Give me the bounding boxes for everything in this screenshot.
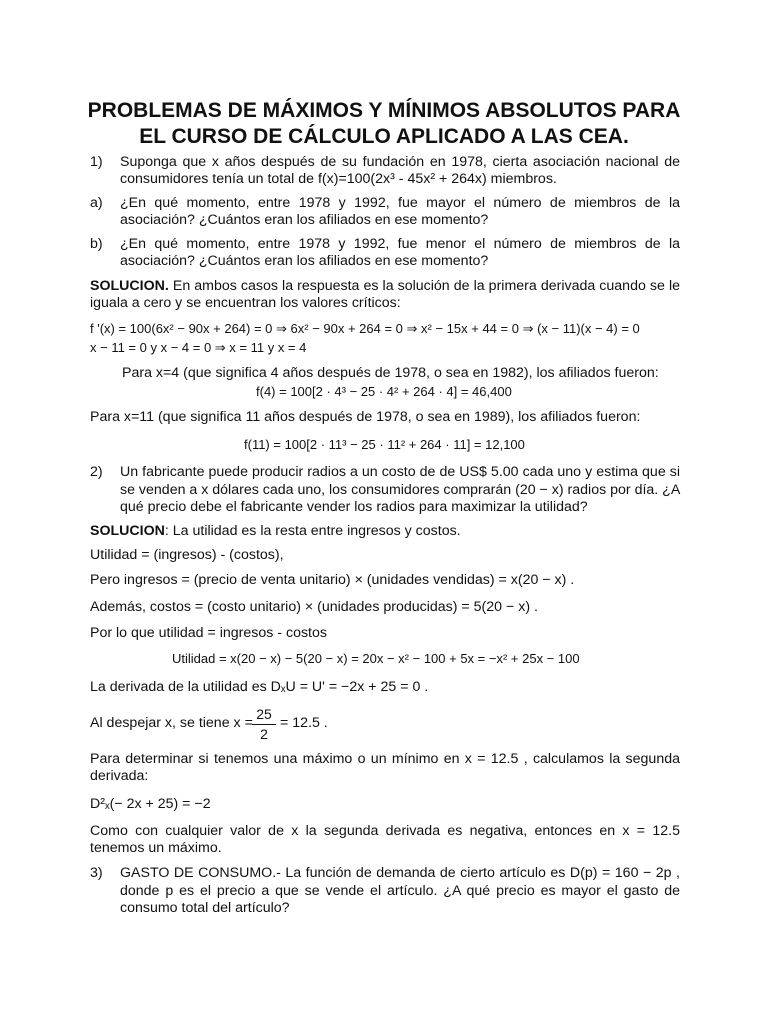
despejar-x-text: Al despejar x, se tiene x = [90, 715, 253, 731]
item-b-line-2: asociación? ¿Cuántos eran los afiliados en ese momento? [120, 253, 489, 269]
utilidad-relation: Por lo que utilidad = ingresos - costos [90, 625, 327, 641]
conclusion-line-1: Como con cualquier valor de x la segunda derivada es negativa, entonces en x = 12.5 [90, 823, 680, 839]
ingresos-definition: Pero ingresos = (precio de venta unitario) × (unidades vendidas) = x(20 − x) . [90, 572, 575, 588]
fraction-25-over-2 [252, 706, 276, 743]
para-determinar-line-1: Para determinar si tenemos una máximo o un mínimo en x = 12.5 , calculamos la segunda [90, 751, 680, 767]
equation-f4: f(4) = 100[2 · 4³ − 25 · 4² + 264 · 4] = 46,400 [256, 384, 512, 399]
item-a-line-2: asociación? ¿Cuántos eran los afiliados en ese momento? [120, 212, 489, 228]
solution-1-label: SOLUCION. [90, 278, 169, 294]
utilidad-definition: Utilidad = (ingresos) - (costos), [90, 547, 284, 563]
item-a-label: a) [90, 195, 103, 211]
case-x11-text: Para x=11 (que significa 11 años después de 1978, o sea en 1989), los afiliados fueron: [90, 409, 641, 425]
despejar-x-result: = 12.5 . [280, 715, 328, 731]
case-x4-text: Para x=4 (que significa 4 años después de 1978, o sea en 1982), los afiliados fueron: [122, 365, 659, 381]
problem-1-line-1: Suponga que x años después de su fundación en 1978, cierta asociación nacional de [120, 154, 680, 170]
solution-1-line-1 [90, 278, 680, 295]
segunda-derivada: D²ₓ(− 2x + 25) = −2 [90, 796, 211, 812]
fraction-bar [252, 724, 276, 725]
equation-f11: f(11) = 100[2 · 11³ − 25 · 11² + 264 · 11] = 12,100 [244, 437, 525, 452]
equation-utilidad: Utilidad = x(20 − x) − 5(20 − x) = 20x − x² − 100 + 5x = −x² + 25x − 100 [172, 651, 580, 666]
problem-2-number: 2) [90, 464, 103, 480]
item-a-line-1: ¿En qué momento, entre 1978 y 1992, fue mayor el número de miembros de la [120, 195, 680, 211]
fraction-numerator: 25 [256, 706, 272, 722]
problem-3-number: 3) [90, 865, 103, 881]
solution-2-text: : La utilidad es la resta entre ingresos y costos. [164, 523, 461, 539]
fraction-denominator: 2 [260, 726, 268, 742]
title-line-2: EL CURSO DE CÁLCULO APLICADO A LAS CEA. [139, 125, 629, 148]
problem-3-line-3: consumo total del artículo? [120, 900, 290, 916]
item-b-label: b) [90, 236, 103, 252]
solution-2-line [90, 523, 461, 540]
costos-definition: Además, costos = (costo unitario) × (unidades producidas) = 5(20 − x) . [90, 599, 538, 615]
solution-1-text: En ambos casos la respuesta es la solución de la primera derivada cuando se le [168, 278, 680, 294]
problem-3-line-1: GASTO DE CONSUMO.- La función de demanda de cierto artículo es D(p) = 160 − 2p , [120, 865, 680, 881]
problem-1-line-2: consumidores tenía un total de f(x)=100(2x³ - 45x² + 264x) miembros. [120, 171, 557, 187]
title-line-1: PROBLEMAS DE MÁXIMOS Y MÍNIMOS ABSOLUTOS PARA [87, 99, 681, 122]
solution-2-label: SOLUCION [90, 523, 165, 539]
problem-2-line-1: Un fabricante puede producir radios a un costo de de US$ 5.00 cada uno y estima que si [120, 464, 680, 480]
problem-3-line-2: donde p es el precio a que se vende el artículo. ¿A qué precio es mayor el gasto de [120, 883, 680, 899]
item-b-line-1: ¿En qué momento, entre 1978 y 1992, fue menor el número de miembros de la [120, 236, 680, 252]
equation-derivative: f '(x) = 100(6x² − 90x + 264) = 0 ⇒ 6x² − 90x + 264 = 0 ⇒ x² − 15x + 44 = 0 ⇒ (x − 11)(x − 4) = 0 [90, 321, 640, 336]
conclusion-line-2: tenemos un máximo. [90, 840, 222, 856]
derivada-utilidad: La derivada de la utilidad es DₓU = U' = −2x + 25 = 0 . [90, 679, 429, 695]
equation-roots: x − 11 = 0 y x − 4 = 0 ⇒ x = 11 y x = 4 [90, 340, 307, 355]
problem-1-number: 1) [90, 154, 103, 170]
problem-2-line-3: qué precio debe el fabricante vender los radios para maximizar la utilidad? [120, 499, 588, 515]
solution-1-line-2: iguala a cero y se encuentran los valores críticos: [90, 295, 401, 311]
para-determinar-line-2: derivada: [90, 768, 149, 784]
problem-2-line-2: se venden a x dólares cada uno, los consumidores comprarán (20 − x) radios por día. ¿A [120, 482, 681, 498]
